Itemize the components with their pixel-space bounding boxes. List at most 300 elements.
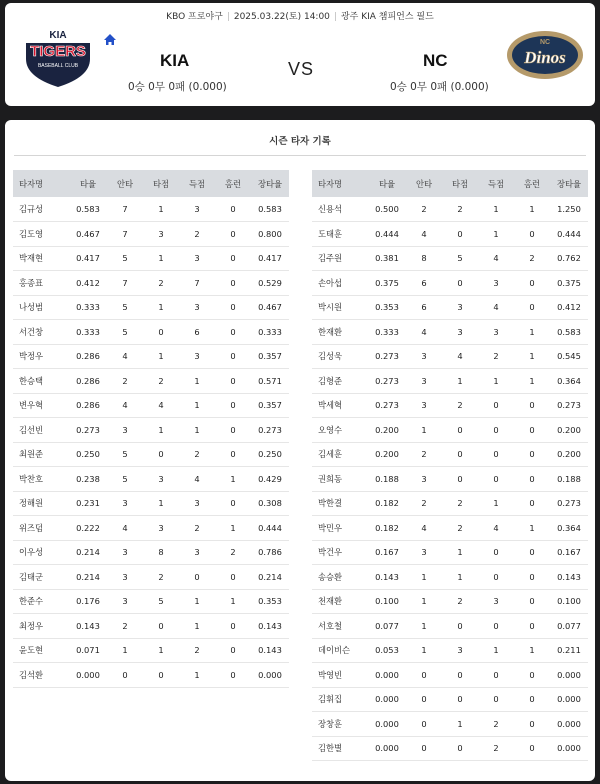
game-meta: KBO 프로야구 | 2025.03.22(토) 14:00 | 광주 KIA 챔피언스 필드 xyxy=(166,12,434,22)
hits-cell: 3 xyxy=(107,540,143,565)
hits-cell: 2 xyxy=(107,614,143,639)
home-runs-cell: 1 xyxy=(215,467,251,492)
runs-cell: 0 xyxy=(478,565,514,590)
rbi-cell: 1 xyxy=(143,638,179,663)
batter-name-cell: 오영수 xyxy=(312,418,368,443)
hits-cell: 3 xyxy=(107,589,143,614)
rbi-cell: 3 xyxy=(143,467,179,492)
table-row xyxy=(312,687,588,712)
batting-avg-cell: 0.286 xyxy=(69,369,107,394)
slugging-cell: 0.143 xyxy=(550,565,588,590)
hits-cell: 3 xyxy=(107,565,143,590)
batter-name-cell: 김형준 xyxy=(312,369,368,394)
game-header xyxy=(5,3,595,106)
rbi-cell: 2 xyxy=(442,589,478,614)
kia-logo-sub: BASEBALL CLUB xyxy=(37,63,79,69)
rbi-cell: 1 xyxy=(442,712,478,737)
slugging-cell: 0.200 xyxy=(550,442,588,467)
batting-avg-cell: 0.467 xyxy=(69,222,107,247)
home-runs-cell: 0 xyxy=(215,491,251,516)
batting-avg-cell: 0.273 xyxy=(368,393,406,418)
rbi-cell: 8 xyxy=(143,540,179,565)
batter-name-cell: 홍종표 xyxy=(13,271,69,296)
table-row xyxy=(13,565,289,590)
game-datetime: 2025.03.22(토) 14:00 xyxy=(233,12,330,22)
batting-avg-cell: 0.375 xyxy=(368,271,406,296)
table-row xyxy=(312,320,588,345)
column-header-batting-avg[interactable]: 타율 xyxy=(368,170,406,197)
batter-name-cell: 도태훈 xyxy=(312,222,368,247)
slugging-cell: 0.444 xyxy=(251,516,289,541)
rbi-cell: 0 xyxy=(143,320,179,345)
slugging-cell: 0.583 xyxy=(251,197,289,222)
rbi-cell: 0 xyxy=(143,442,179,467)
slugging-cell: 0.364 xyxy=(550,516,588,541)
runs-cell: 1 xyxy=(179,369,215,394)
table-row xyxy=(312,467,588,492)
table-row xyxy=(312,736,588,761)
runs-cell: 2 xyxy=(478,736,514,761)
hits-cell: 5 xyxy=(107,467,143,492)
batting-avg-cell: 0.333 xyxy=(69,320,107,345)
batting-avg-cell: 0.000 xyxy=(368,687,406,712)
column-header-runs[interactable]: 득점 xyxy=(478,170,514,197)
batting-avg-cell: 0.000 xyxy=(69,663,107,688)
batter-name-cell: 데이비슨 xyxy=(312,638,368,663)
table-row xyxy=(13,271,289,296)
table-row xyxy=(13,418,289,443)
hits-cell: 0 xyxy=(107,663,143,688)
batter-name-cell: 최원준 xyxy=(13,442,69,467)
runs-cell: 0 xyxy=(478,614,514,639)
runs-cell: 6 xyxy=(179,320,215,345)
slugging-cell: 0.583 xyxy=(550,320,588,345)
home-runs-cell: 0 xyxy=(215,442,251,467)
hits-cell: 4 xyxy=(406,320,442,345)
batting-avg-cell: 0.222 xyxy=(69,516,107,541)
batter-name-cell: 송승환 xyxy=(312,565,368,590)
slugging-cell: 0.545 xyxy=(550,344,588,369)
runs-cell: 1 xyxy=(478,369,514,394)
runs-cell: 0 xyxy=(478,467,514,492)
home-runs-cell: 1 xyxy=(514,197,550,222)
table-row xyxy=(312,393,588,418)
table-row xyxy=(312,197,588,222)
runs-cell: 1 xyxy=(179,418,215,443)
table-row xyxy=(312,295,588,320)
table-row xyxy=(13,197,289,222)
slugging-cell: 0.077 xyxy=(550,614,588,639)
slugging-cell: 0.353 xyxy=(251,589,289,614)
batter-name-cell: 박민우 xyxy=(312,516,368,541)
home-runs-cell: 0 xyxy=(215,638,251,663)
table-row xyxy=(13,246,289,271)
table-row xyxy=(312,589,588,614)
batting-avg-cell: 0.353 xyxy=(368,295,406,320)
column-header-home-runs[interactable]: 홈런 xyxy=(215,170,251,197)
batting-avg-cell: 0.381 xyxy=(368,246,406,271)
slugging-cell: 0.000 xyxy=(251,663,289,688)
table-row xyxy=(13,320,289,345)
rbi-cell: 1 xyxy=(442,369,478,394)
table-row xyxy=(13,369,289,394)
home-runs-cell: 0 xyxy=(514,712,550,737)
home-team-record: 0승 0무 0패 (0.000) xyxy=(128,81,227,93)
batter-name-cell: 서건창 xyxy=(13,320,69,345)
column-header-hits[interactable]: 안타 xyxy=(406,170,442,197)
column-header-hits[interactable]: 안타 xyxy=(107,170,143,197)
rbi-cell: 0 xyxy=(442,467,478,492)
rbi-cell: 2 xyxy=(143,565,179,590)
hits-cell: 3 xyxy=(107,491,143,516)
slugging-cell: 0.800 xyxy=(251,222,289,247)
home-runs-cell: 0 xyxy=(514,687,550,712)
rbi-cell: 3 xyxy=(143,516,179,541)
column-header-home-runs[interactable]: 홈런 xyxy=(514,170,550,197)
rbi-cell: 1 xyxy=(143,197,179,222)
batter-name-cell: 천재환 xyxy=(312,589,368,614)
hits-cell: 1 xyxy=(406,614,442,639)
runs-cell: 1 xyxy=(179,393,215,418)
slugging-cell: 0.357 xyxy=(251,344,289,369)
column-header-rbi[interactable]: 타점 xyxy=(442,170,478,197)
table-row xyxy=(13,614,289,639)
home-runs-cell: 0 xyxy=(215,663,251,688)
stadium-name: 광주 KIA 챔피언스 필드 xyxy=(340,12,434,22)
runs-cell: 4 xyxy=(478,246,514,271)
batter-name-cell: 김휘집 xyxy=(312,687,368,712)
batting-avg-cell: 0.000 xyxy=(368,712,406,737)
runs-cell: 3 xyxy=(179,295,215,320)
runs-cell: 2 xyxy=(179,442,215,467)
kia-logo-text: TIGERS xyxy=(30,43,86,60)
batter-name-cell: 김석환 xyxy=(13,663,69,688)
runs-cell: 3 xyxy=(478,589,514,614)
table-row xyxy=(13,442,289,467)
home-runs-cell: 0 xyxy=(514,442,550,467)
runs-cell: 2 xyxy=(478,712,514,737)
hits-cell: 5 xyxy=(107,246,143,271)
batter-name-cell: 김주원 xyxy=(312,246,368,271)
table-row xyxy=(312,222,588,247)
runs-cell: 3 xyxy=(478,271,514,296)
slugging-cell: 0.143 xyxy=(251,638,289,663)
batter-name-cell: 신용석 xyxy=(312,197,368,222)
rbi-cell: 2 xyxy=(442,197,478,222)
home-runs-cell: 0 xyxy=(514,467,550,492)
hits-cell: 1 xyxy=(406,565,442,590)
rbi-cell: 1 xyxy=(442,565,478,590)
column-header-slugging[interactable]: 장타율 xyxy=(550,170,588,197)
hits-cell: 0 xyxy=(406,687,442,712)
slugging-cell: 0.364 xyxy=(550,369,588,394)
batting-avg-cell: 0.167 xyxy=(368,540,406,565)
batter-name-cell: 박시원 xyxy=(312,295,368,320)
slugging-cell: 0.200 xyxy=(550,418,588,443)
batting-avg-cell: 0.214 xyxy=(69,540,107,565)
slugging-cell: 0.412 xyxy=(550,295,588,320)
table-row xyxy=(13,467,289,492)
rbi-cell: 2 xyxy=(143,369,179,394)
table-row xyxy=(312,442,588,467)
runs-cell: 2 xyxy=(179,638,215,663)
batter-stats-panel xyxy=(5,120,595,781)
home-runs-cell: 0 xyxy=(215,369,251,394)
home-icon xyxy=(103,31,117,50)
batting-avg-cell: 0.500 xyxy=(368,197,406,222)
hits-cell: 8 xyxy=(406,246,442,271)
runs-cell: 2 xyxy=(179,516,215,541)
batter-name-cell: 박세혁 xyxy=(312,393,368,418)
nc-dinos-logo xyxy=(501,25,589,85)
slugging-cell: 0.333 xyxy=(251,320,289,345)
batting-avg-cell: 0.273 xyxy=(368,344,406,369)
slugging-cell: 0.188 xyxy=(550,467,588,492)
away-team-record: 0승 0무 0패 (0.000) xyxy=(390,81,489,93)
hits-cell: 3 xyxy=(406,540,442,565)
home-runs-cell: 1 xyxy=(514,369,550,394)
home-team-name: KIA xyxy=(160,51,190,70)
home-runs-cell: 1 xyxy=(514,638,550,663)
runs-cell: 2 xyxy=(478,344,514,369)
runs-cell: 0 xyxy=(478,418,514,443)
batting-avg-cell: 0.286 xyxy=(69,393,107,418)
table-row xyxy=(312,491,588,516)
runs-cell: 1 xyxy=(478,222,514,247)
batter-name-cell: 한재환 xyxy=(312,320,368,345)
home-runs-cell: 1 xyxy=(514,516,550,541)
runs-cell: 1 xyxy=(478,491,514,516)
home-batter-table xyxy=(13,170,289,688)
batting-avg-cell: 0.273 xyxy=(69,418,107,443)
batter-name-cell: 한승택 xyxy=(13,369,69,394)
runs-cell: 0 xyxy=(478,687,514,712)
rbi-cell: 0 xyxy=(442,418,478,443)
slugging-cell: 0.000 xyxy=(550,736,588,761)
batter-name-cell: 정해원 xyxy=(13,491,69,516)
batting-avg-cell: 0.053 xyxy=(368,638,406,663)
column-header-batter-name[interactable]: 타자명 xyxy=(312,170,368,197)
rbi-cell: 0 xyxy=(143,614,179,639)
table-row xyxy=(312,271,588,296)
home-runs-cell: 0 xyxy=(514,736,550,761)
rbi-cell: 1 xyxy=(143,246,179,271)
kia-tigers-logo xyxy=(16,25,100,89)
hits-cell: 6 xyxy=(406,271,442,296)
batting-avg-cell: 0.182 xyxy=(368,491,406,516)
slugging-cell: 0.211 xyxy=(550,638,588,663)
batter-name-cell: 김규성 xyxy=(13,197,69,222)
home-runs-cell: 0 xyxy=(215,197,251,222)
home-runs-cell: 0 xyxy=(514,271,550,296)
slugging-cell: 0.529 xyxy=(251,271,289,296)
hits-cell: 4 xyxy=(107,393,143,418)
rbi-cell: 0 xyxy=(442,736,478,761)
batting-avg-cell: 0.417 xyxy=(69,246,107,271)
hits-cell: 2 xyxy=(406,442,442,467)
table-row xyxy=(312,565,588,590)
table-header-row xyxy=(312,170,588,197)
hits-cell: 5 xyxy=(107,295,143,320)
runs-cell: 4 xyxy=(478,295,514,320)
runs-cell: 0 xyxy=(478,540,514,565)
rbi-cell: 1 xyxy=(143,344,179,369)
league-name: KBO 프로야구 xyxy=(166,12,223,22)
rbi-cell: 3 xyxy=(442,638,478,663)
batter-name-cell: 김선빈 xyxy=(13,418,69,443)
runs-cell: 3 xyxy=(179,491,215,516)
batting-avg-cell: 0.143 xyxy=(69,614,107,639)
versus-label: VS xyxy=(288,59,315,79)
home-runs-cell: 0 xyxy=(514,491,550,516)
batter-name-cell: 변우혁 xyxy=(13,393,69,418)
slugging-cell: 0.467 xyxy=(251,295,289,320)
hits-cell: 7 xyxy=(107,271,143,296)
home-runs-cell: 0 xyxy=(215,222,251,247)
home-runs-cell: 2 xyxy=(514,246,550,271)
home-runs-cell: 0 xyxy=(514,565,550,590)
slugging-cell: 0.444 xyxy=(550,222,588,247)
home-runs-cell: 1 xyxy=(215,589,251,614)
home-runs-cell: 0 xyxy=(215,295,251,320)
home-runs-cell: 0 xyxy=(514,222,550,247)
divider xyxy=(14,155,586,156)
batter-name-cell: 박찬호 xyxy=(13,467,69,492)
hits-cell: 7 xyxy=(107,197,143,222)
runs-cell: 0 xyxy=(478,393,514,418)
rbi-cell: 2 xyxy=(442,393,478,418)
column-header-batting-avg[interactable]: 타율 xyxy=(69,170,107,197)
home-runs-cell: 2 xyxy=(215,540,251,565)
column-header-runs[interactable]: 득점 xyxy=(179,170,215,197)
table-row xyxy=(13,589,289,614)
batting-avg-cell: 0.214 xyxy=(69,565,107,590)
rbi-cell: 0 xyxy=(442,271,478,296)
slugging-cell: 1.250 xyxy=(550,197,588,222)
column-header-slugging[interactable]: 장타율 xyxy=(251,170,289,197)
batting-avg-cell: 0.238 xyxy=(69,467,107,492)
home-runs-cell: 0 xyxy=(215,246,251,271)
hits-cell: 0 xyxy=(406,663,442,688)
batting-avg-cell: 0.200 xyxy=(368,442,406,467)
table-row xyxy=(13,393,289,418)
slugging-cell: 0.167 xyxy=(550,540,588,565)
hits-cell: 5 xyxy=(107,320,143,345)
rbi-cell: 0 xyxy=(143,663,179,688)
table-row xyxy=(312,663,588,688)
hits-cell: 3 xyxy=(406,344,442,369)
hits-cell: 3 xyxy=(406,467,442,492)
runs-cell: 1 xyxy=(478,638,514,663)
table-row xyxy=(13,638,289,663)
hits-cell: 0 xyxy=(406,712,442,737)
batting-avg-cell: 0.077 xyxy=(368,614,406,639)
hits-cell: 3 xyxy=(107,418,143,443)
batter-name-cell: 박재현 xyxy=(13,246,69,271)
hits-cell: 0 xyxy=(406,736,442,761)
slugging-cell: 0.273 xyxy=(550,491,588,516)
slugging-cell: 0.762 xyxy=(550,246,588,271)
slugging-cell: 0.000 xyxy=(550,687,588,712)
slugging-cell: 0.000 xyxy=(550,712,588,737)
hits-cell: 5 xyxy=(107,442,143,467)
batting-avg-cell: 0.583 xyxy=(69,197,107,222)
rbi-cell: 2 xyxy=(143,271,179,296)
home-runs-cell: 0 xyxy=(514,418,550,443)
batting-avg-cell: 0.333 xyxy=(368,320,406,345)
nc-logo-text: Dinos xyxy=(524,48,566,67)
table-row xyxy=(312,418,588,443)
table-row xyxy=(13,222,289,247)
kia-logo-top: KIA xyxy=(49,30,67,41)
hits-cell: 1 xyxy=(406,589,442,614)
runs-cell: 3 xyxy=(179,197,215,222)
away-team-name: NC xyxy=(423,51,448,70)
table-row xyxy=(312,344,588,369)
column-header-rbi[interactable]: 타점 xyxy=(143,170,179,197)
rbi-cell: 0 xyxy=(442,663,478,688)
rbi-cell: 1 xyxy=(143,491,179,516)
batter-name-cell: 서호철 xyxy=(312,614,368,639)
batting-avg-cell: 0.286 xyxy=(69,344,107,369)
table-row xyxy=(312,540,588,565)
slugging-cell: 0.273 xyxy=(550,393,588,418)
home-runs-cell: 0 xyxy=(514,540,550,565)
runs-cell: 0 xyxy=(179,565,215,590)
batting-avg-cell: 0.000 xyxy=(368,736,406,761)
batter-name-cell: 김태군 xyxy=(13,565,69,590)
rbi-cell: 0 xyxy=(442,442,478,467)
nc-logo-top: NC xyxy=(539,39,551,46)
batter-name-cell: 박건우 xyxy=(312,540,368,565)
away-batter-rows xyxy=(312,197,588,761)
hits-cell: 3 xyxy=(406,393,442,418)
slugging-cell: 0.250 xyxy=(251,442,289,467)
hits-cell: 1 xyxy=(406,418,442,443)
table-row xyxy=(13,516,289,541)
rbi-cell: 0 xyxy=(442,222,478,247)
batter-name-cell: 박한결 xyxy=(312,491,368,516)
home-runs-cell: 0 xyxy=(514,295,550,320)
rbi-cell: 1 xyxy=(143,295,179,320)
runs-cell: 1 xyxy=(478,197,514,222)
home-runs-cell: 0 xyxy=(215,614,251,639)
panel-title: 시즌 타자 기록 xyxy=(269,136,331,147)
batting-avg-cell: 0.071 xyxy=(69,638,107,663)
batting-avg-cell: 0.231 xyxy=(69,491,107,516)
runs-cell: 3 xyxy=(179,344,215,369)
runs-cell: 3 xyxy=(179,246,215,271)
batter-name-cell: 이우성 xyxy=(13,540,69,565)
column-header-batter-name[interactable]: 타자명 xyxy=(13,170,69,197)
rbi-cell: 2 xyxy=(442,491,478,516)
home-runs-cell: 1 xyxy=(514,344,550,369)
batter-name-cell: 김도영 xyxy=(13,222,69,247)
hits-cell: 7 xyxy=(107,222,143,247)
table-row xyxy=(312,638,588,663)
runs-cell: 0 xyxy=(478,442,514,467)
table-row xyxy=(312,516,588,541)
batting-avg-cell: 0.200 xyxy=(368,418,406,443)
runs-cell: 3 xyxy=(478,320,514,345)
table-header-row xyxy=(13,170,289,197)
hits-cell: 1 xyxy=(406,638,442,663)
rbi-cell: 2 xyxy=(442,516,478,541)
rbi-cell: 3 xyxy=(442,295,478,320)
rbi-cell: 0 xyxy=(442,614,478,639)
slugging-cell: 0.357 xyxy=(251,393,289,418)
runs-cell: 1 xyxy=(179,614,215,639)
